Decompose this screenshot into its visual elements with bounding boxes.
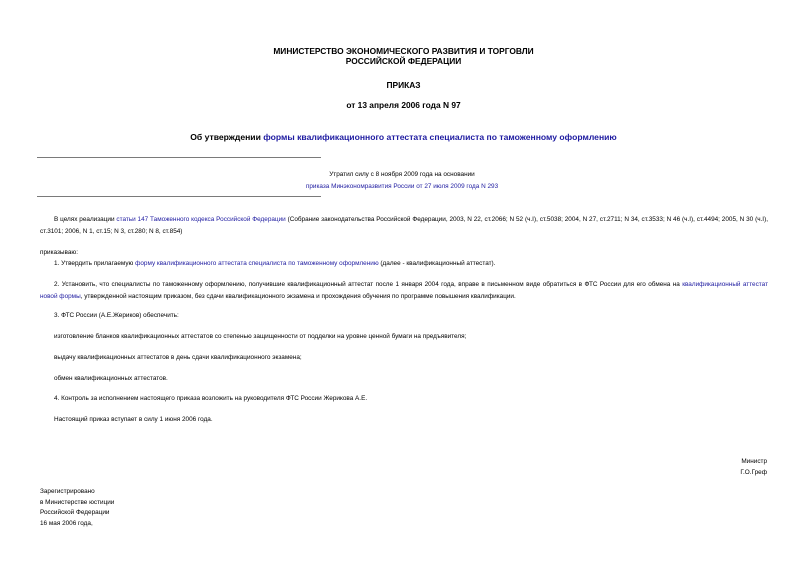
order-word: приказываю: (40, 249, 78, 256)
signature-position: Министр (741, 458, 767, 465)
signature-block (740, 456, 767, 478)
ministry-heading (0, 46, 807, 66)
repeal-note-line-1: Утратил силу с 8 ноября 2009 года на основании (329, 171, 475, 178)
document-type: ПРИКАЗ (386, 80, 421, 90)
effective-date: Настоящий приказ вступает в силу 1 июня 2006 года. (54, 416, 213, 423)
registration-line-1: Зарегистрировано (40, 488, 95, 495)
item-2-text-end: , утвержденной настоящим приказом, без сдачи квалификационного экзамена и прохождения обучения по программе повышения квалификации. (80, 293, 516, 300)
item-2 (40, 279, 768, 303)
document-date: от 13 апреля 2006 года N 97 (346, 100, 461, 110)
new-form-certificate-link[interactable]: квалификационный аттестат новой формы (40, 281, 768, 300)
item-3: 3. ФТС России (А.Е.Жериков) обеспечить: (54, 312, 179, 319)
form-link[interactable]: форму квалификационного аттестата специалиста по таможенному оформлению (135, 260, 379, 267)
repeal-note (37, 169, 767, 193)
preamble-paragraph (40, 214, 768, 238)
registration-line-4: 16 мая 2006 года, (40, 519, 93, 527)
item-2-text-start: 2. Установить, что специалисты по таможенному оформлению, получившие квалификационный аттестат после 1 января 2004 года, вправе в письменном виде обратиться в ФТС России для его обмена на (54, 281, 683, 288)
sub-item-2: выдачу квалификационных аттестатов в день сдачи квалификационного экзамена; (54, 354, 302, 361)
preamble-text-end: (Собрание законодательства Российской Федерации, 2003, N 22, ст.2066; N 52 (ч.I), ст.5038; 2004, N 27, ст.2711; N 34, ст.3533; N 46 (ч.I), ст.4494; 2005, N 30 (ч.I), ст.3101; 2006, N 1, ст.15; N 3, ст.280; N 8, ст.854) (40, 216, 768, 235)
registration-line-2: в Министерстве юстиции (40, 498, 115, 506)
repeal-order-link[interactable]: приказа Минэкономразвития России от 27 июля 2009 года N 293 (305, 183, 499, 190)
customs-code-link[interactable]: статьи 147 Таможенного кодекса Российской Федерации (116, 216, 286, 223)
item-1-text-end: (далее - квалификационный аттестат). (378, 260, 496, 267)
ministry-line-2: РОССИЙСКОЙ ФЕДЕРАЦИИ (345, 56, 462, 66)
item-4: 4. Контроль за исполнением настоящего приказа возложить на руководителя ФТС России Жерикова А.Е. (54, 395, 368, 402)
sub-item-3: обмен квалификационных аттестатов. (54, 375, 168, 382)
preamble-text-start: В целях реализации (54, 216, 117, 223)
item-1-text-start: 1. Утвердить прилагаемую (54, 260, 136, 267)
signature-name: Г.О.Греф (740, 469, 767, 476)
registration-line-3: Российской Федерации (40, 509, 110, 516)
ministry-line-1: МИНИСТЕРСТВО ЭКОНОМИЧЕСКОГО РАЗВИТИЯ И ТОРГОВЛИ (273, 46, 534, 56)
title-form-link[interactable]: формы квалификационного аттестата специалиста по таможенному оформлению (263, 132, 617, 142)
registration-block (40, 487, 114, 529)
item-1 (40, 258, 768, 270)
document-title (0, 132, 807, 143)
sub-item-1: изготовление бланков квалификационных аттестатов со степенью защищенности от подделки на уровне ценной бумаги на предъявителя; (54, 333, 467, 340)
divider-bottom (37, 196, 321, 197)
divider-top (37, 157, 321, 158)
title-prefix: Об утверждении (190, 132, 264, 142)
